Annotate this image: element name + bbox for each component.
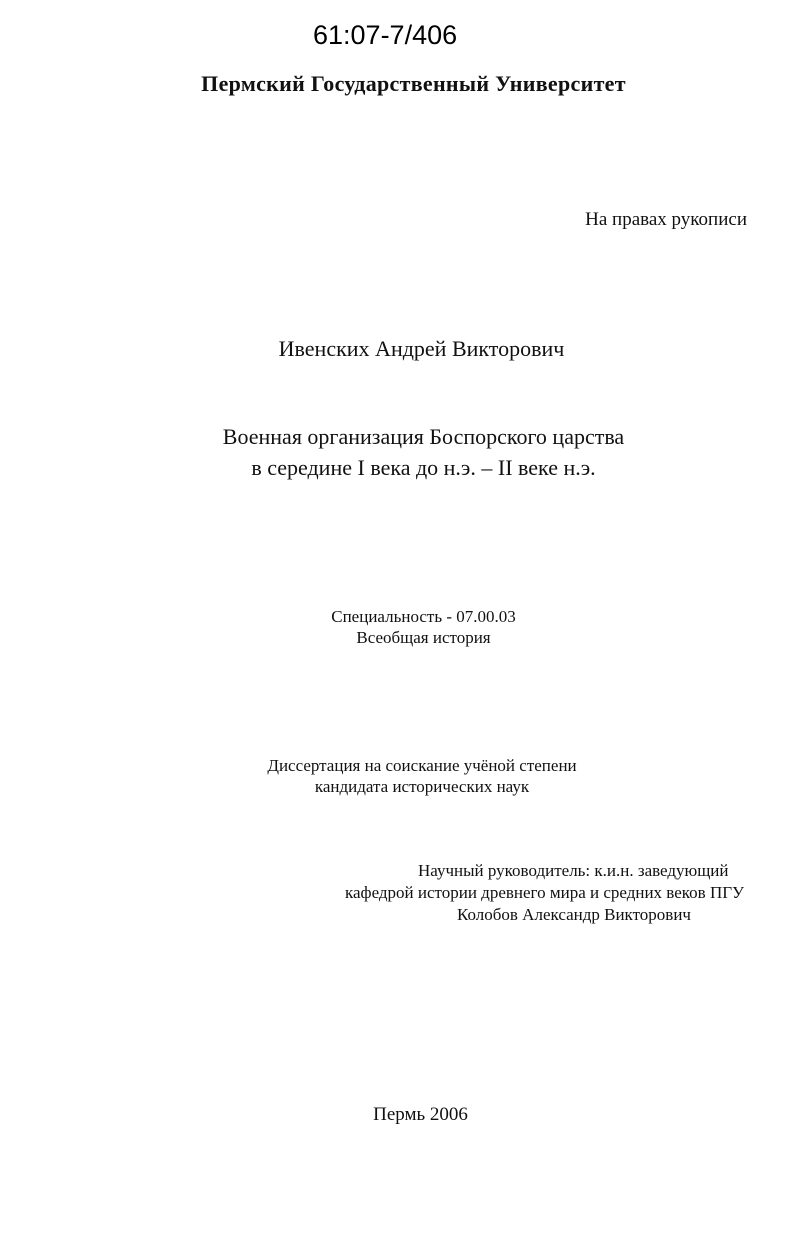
archive-code: 61:07-7/406 [313, 20, 458, 50]
manuscript-rights-note: На правах рукописи [585, 209, 747, 230]
degree-line-1: Диссертация на соискание учёной степени [267, 756, 577, 775]
dissertation-title [0, 421, 799, 483]
specialty-code: Специальность - 07.00.03 [331, 607, 516, 626]
supervisor-line-2: кафедрой истории древнего мира и средних веков ПГУ [345, 883, 745, 902]
supervisor-line-1: Научный руководитель: к.и.н. заведующий [418, 861, 729, 880]
specialty-block [0, 606, 799, 648]
supervisor-name: Колобов Александр Викторович [457, 905, 691, 924]
degree-block [0, 755, 799, 797]
degree-line-2: кандидата исторических наук [314, 777, 530, 796]
author-name: Ивенских Андрей Викторович [278, 336, 565, 361]
city-year: Пермь 2006 [373, 1104, 468, 1125]
specialty-name: Всеобщая история [356, 628, 491, 647]
dissertation-title-line-2: в середине I века до н.э. – II веке н.э. [251, 455, 596, 480]
dissertation-title-line-1: Военная организация Боспорского царства [222, 424, 625, 449]
university-name: Пермский Государственный Университет [201, 71, 626, 96]
